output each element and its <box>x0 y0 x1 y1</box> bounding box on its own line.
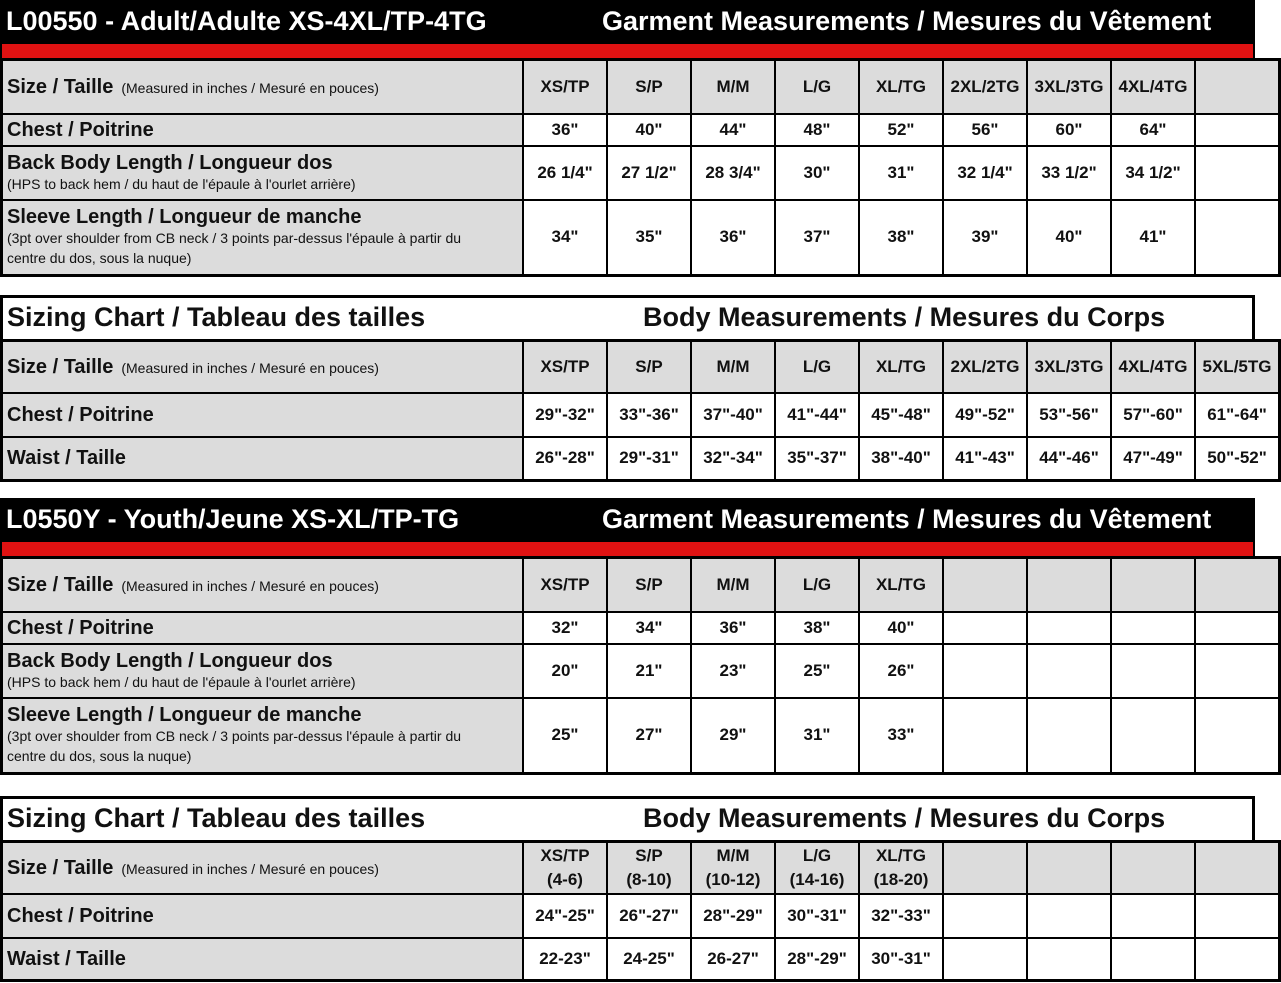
size-label-cell: Size / Taille (Measured in inches / Mesuré en pouces) <box>2 341 524 393</box>
section-subtitle: Garment Measurements / Mesures du Vêtement <box>602 6 1212 36</box>
row-label: Back Body Length / Longueur dos (HPS to back hem / du haut de l'épaule à l'ourlet arrière) <box>2 146 524 200</box>
size-label-cell: Size / Taille (Measured in inches / Mesuré en pouces) <box>2 842 524 894</box>
value-cell: 38" <box>775 612 859 644</box>
value-cell: 41"-43" <box>943 437 1027 481</box>
value-cell: 28"-29" <box>775 938 859 981</box>
value-cell: 26" <box>859 644 943 698</box>
size-header <box>943 558 1027 612</box>
size-header <box>1111 842 1195 894</box>
size-header: XL/TG <box>859 341 943 393</box>
size-header <box>943 842 1027 894</box>
table-row <box>2 558 1280 612</box>
size-header: S/P (8-10) <box>607 842 691 894</box>
value-cell: 47"-49" <box>1111 437 1195 481</box>
product-title: L0550Y - Youth/Jeune XS-XL/TP-TG <box>6 504 460 534</box>
size-header: L/G <box>775 60 859 114</box>
value-cell: 33 1/2" <box>1027 146 1111 200</box>
adult-body-header <box>0 295 1255 339</box>
value-cell: 25" <box>523 698 607 774</box>
red-divider <box>0 542 1255 556</box>
value-cell: 40" <box>607 114 691 146</box>
value-cell: 33"-36" <box>607 393 691 437</box>
value-cell: 60" <box>1027 114 1111 146</box>
value-cell: 27" <box>607 698 691 774</box>
size-header: M/M <box>691 558 775 612</box>
value-cell: 24-25" <box>607 938 691 981</box>
adult-garment-section <box>0 0 1255 277</box>
value-cell: 24"-25" <box>523 894 607 938</box>
value-cell: 29" <box>691 698 775 774</box>
value-cell: 33" <box>859 698 943 774</box>
table-row <box>2 437 1280 481</box>
value-cell: 26"-27" <box>607 894 691 938</box>
row-label: Sleeve Length / Longueur de manche (3pt over shoulder from CB neck / 3 points par-dessus l'épaule à partir du centre du dos, sous la nuque) <box>2 200 524 276</box>
section-subtitle: Body Measurements / Mesures du Corps <box>643 803 1166 833</box>
section-subtitle: Garment Measurements / Mesures du Vêtement <box>602 504 1212 534</box>
youth-body-table <box>0 840 1281 982</box>
size-header <box>1195 842 1280 894</box>
value-cell: 30" <box>775 146 859 200</box>
size-header: L/G <box>775 558 859 612</box>
table-row <box>2 938 1280 981</box>
size-header: 2XL/2TG <box>943 341 1027 393</box>
value-cell <box>1111 698 1195 774</box>
value-cell <box>1195 938 1280 981</box>
value-cell: 44" <box>691 114 775 146</box>
value-cell: 37" <box>775 200 859 276</box>
size-header: S/P <box>607 341 691 393</box>
row-label: Chest / Poitrine <box>2 612 524 644</box>
youth-garment-header <box>0 498 1255 542</box>
value-cell: 35" <box>607 200 691 276</box>
value-cell: 44"-46" <box>1027 437 1111 481</box>
value-cell: 35"-37" <box>775 437 859 481</box>
size-header: L/G <box>775 341 859 393</box>
value-cell <box>1195 146 1280 200</box>
table-row <box>2 60 1280 114</box>
adult-body-section <box>0 295 1272 482</box>
value-cell <box>1111 644 1195 698</box>
value-cell: 39" <box>943 200 1027 276</box>
row-label: Chest / Poitrine <box>2 894 524 938</box>
value-cell: 29"-31" <box>607 437 691 481</box>
size-header: XS/TP <box>523 341 607 393</box>
table-row <box>2 842 1280 894</box>
value-cell: 64" <box>1111 114 1195 146</box>
value-cell: 26"-28" <box>523 437 607 481</box>
size-header: M/M <box>691 60 775 114</box>
value-cell <box>943 612 1027 644</box>
value-cell <box>1195 200 1280 276</box>
size-label-cell: Size / Taille (Measured in inches / Mesuré en pouces) <box>2 60 524 114</box>
value-cell <box>1195 894 1280 938</box>
size-header: XL/TG (18-20) <box>859 842 943 894</box>
value-cell: 32"-34" <box>691 437 775 481</box>
table-row <box>2 114 1280 146</box>
size-header: 3XL/3TG <box>1027 60 1111 114</box>
size-header <box>1195 558 1280 612</box>
size-header: M/M <box>691 341 775 393</box>
value-cell: 25" <box>775 644 859 698</box>
row-label: Sleeve Length / Longueur de manche (3pt over shoulder from CB neck / 3 points par-dessus l'épaule à partir du centre du dos, sous la nuque) <box>2 698 524 774</box>
value-cell: 38"-40" <box>859 437 943 481</box>
value-cell <box>1027 644 1111 698</box>
size-header <box>1027 558 1111 612</box>
value-cell: 36" <box>691 612 775 644</box>
value-cell: 22-23" <box>523 938 607 981</box>
row-label: Chest / Poitrine <box>2 393 524 437</box>
value-cell <box>943 938 1027 981</box>
value-cell: 36" <box>691 200 775 276</box>
value-cell <box>943 698 1027 774</box>
value-cell: 28"-29" <box>691 894 775 938</box>
chart-title: Sizing Chart / Tableau des tailles <box>7 803 426 833</box>
youth-garment-section <box>0 498 1255 775</box>
value-cell: 21" <box>607 644 691 698</box>
value-cell <box>1027 894 1111 938</box>
value-cell: 52" <box>859 114 943 146</box>
value-cell <box>1027 938 1111 981</box>
table-row <box>2 200 1280 276</box>
value-cell: 29"-32" <box>523 393 607 437</box>
value-cell <box>1195 612 1280 644</box>
size-header: XS/TP <box>523 558 607 612</box>
size-header: L/G (14-16) <box>775 842 859 894</box>
size-header: 4XL/4TG <box>1111 60 1195 114</box>
value-cell: 31" <box>775 698 859 774</box>
value-cell: 32"-33" <box>859 894 943 938</box>
row-label: Chest / Poitrine <box>2 114 524 146</box>
value-cell: 41" <box>1111 200 1195 276</box>
table-row <box>2 146 1280 200</box>
value-cell: 34" <box>607 612 691 644</box>
size-header <box>1195 60 1280 114</box>
red-divider <box>0 44 1255 58</box>
size-header: S/P <box>607 60 691 114</box>
size-header: XL/TG <box>859 60 943 114</box>
value-cell: 61"-64" <box>1195 393 1280 437</box>
size-header <box>1027 842 1111 894</box>
value-cell: 40" <box>1027 200 1111 276</box>
value-cell <box>1027 612 1111 644</box>
value-cell: 57"-60" <box>1111 393 1195 437</box>
table-row <box>2 644 1280 698</box>
value-cell <box>1195 644 1280 698</box>
value-cell: 28 3/4" <box>691 146 775 200</box>
value-cell: 31" <box>859 146 943 200</box>
youth-body-header <box>0 796 1255 840</box>
table-row <box>2 393 1280 437</box>
value-cell: 34" <box>523 200 607 276</box>
value-cell <box>1111 938 1195 981</box>
section-subtitle: Body Measurements / Mesures du Corps <box>643 302 1166 332</box>
table-row <box>2 894 1280 938</box>
table-row <box>2 341 1280 393</box>
value-cell: 56" <box>943 114 1027 146</box>
value-cell: 20" <box>523 644 607 698</box>
value-cell: 38" <box>859 200 943 276</box>
value-cell: 41"-44" <box>775 393 859 437</box>
value-cell <box>943 644 1027 698</box>
value-cell: 50"-52" <box>1195 437 1280 481</box>
value-cell <box>1195 114 1280 146</box>
size-header: XL/TG <box>859 558 943 612</box>
row-label: Waist / Taille <box>2 938 524 981</box>
value-cell: 23" <box>691 644 775 698</box>
size-header: 5XL/5TG <box>1195 341 1280 393</box>
value-cell <box>1027 698 1111 774</box>
value-cell: 49"-52" <box>943 393 1027 437</box>
value-cell: 36" <box>523 114 607 146</box>
value-cell <box>1195 698 1280 774</box>
row-label: Back Body Length / Longueur dos (HPS to back hem / du haut de l'épaule à l'ourlet arrière) <box>2 644 524 698</box>
size-header: M/M (10-12) <box>691 842 775 894</box>
size-header: S/P <box>607 558 691 612</box>
youth-garment-table <box>0 556 1281 775</box>
product-title: L00550 - Adult/Adulte XS-4XL/TP-4TG <box>6 6 487 36</box>
adult-garment-header <box>0 0 1255 44</box>
value-cell: 30"-31" <box>775 894 859 938</box>
value-cell: 48" <box>775 114 859 146</box>
value-cell: 30"-31" <box>859 938 943 981</box>
value-cell: 32 1/4" <box>943 146 1027 200</box>
size-label-cell: Size / Taille (Measured in inches / Mesuré en pouces) <box>2 558 524 612</box>
size-header: XS/TP (4-6) <box>523 842 607 894</box>
size-header <box>1111 558 1195 612</box>
size-header: 2XL/2TG <box>943 60 1027 114</box>
size-header: XS/TP <box>523 60 607 114</box>
table-row <box>2 612 1280 644</box>
value-cell: 26 1/4" <box>523 146 607 200</box>
value-cell: 45"-48" <box>859 393 943 437</box>
value-cell: 53"-56" <box>1027 393 1111 437</box>
chart-title: Sizing Chart / Tableau des tailles <box>7 302 426 332</box>
value-cell <box>943 894 1027 938</box>
table-row <box>2 698 1280 774</box>
value-cell: 37"-40" <box>691 393 775 437</box>
value-cell: 26-27" <box>691 938 775 981</box>
adult-garment-table <box>0 58 1281 277</box>
adult-body-table <box>0 339 1281 482</box>
value-cell <box>1111 894 1195 938</box>
value-cell: 27 1/2" <box>607 146 691 200</box>
size-header: 4XL/4TG <box>1111 341 1195 393</box>
value-cell <box>1111 612 1195 644</box>
value-cell: 34 1/2" <box>1111 146 1195 200</box>
row-label: Waist / Taille <box>2 437 524 481</box>
value-cell: 32" <box>523 612 607 644</box>
value-cell: 40" <box>859 612 943 644</box>
youth-body-section <box>0 796 1255 982</box>
size-header: 3XL/3TG <box>1027 341 1111 393</box>
